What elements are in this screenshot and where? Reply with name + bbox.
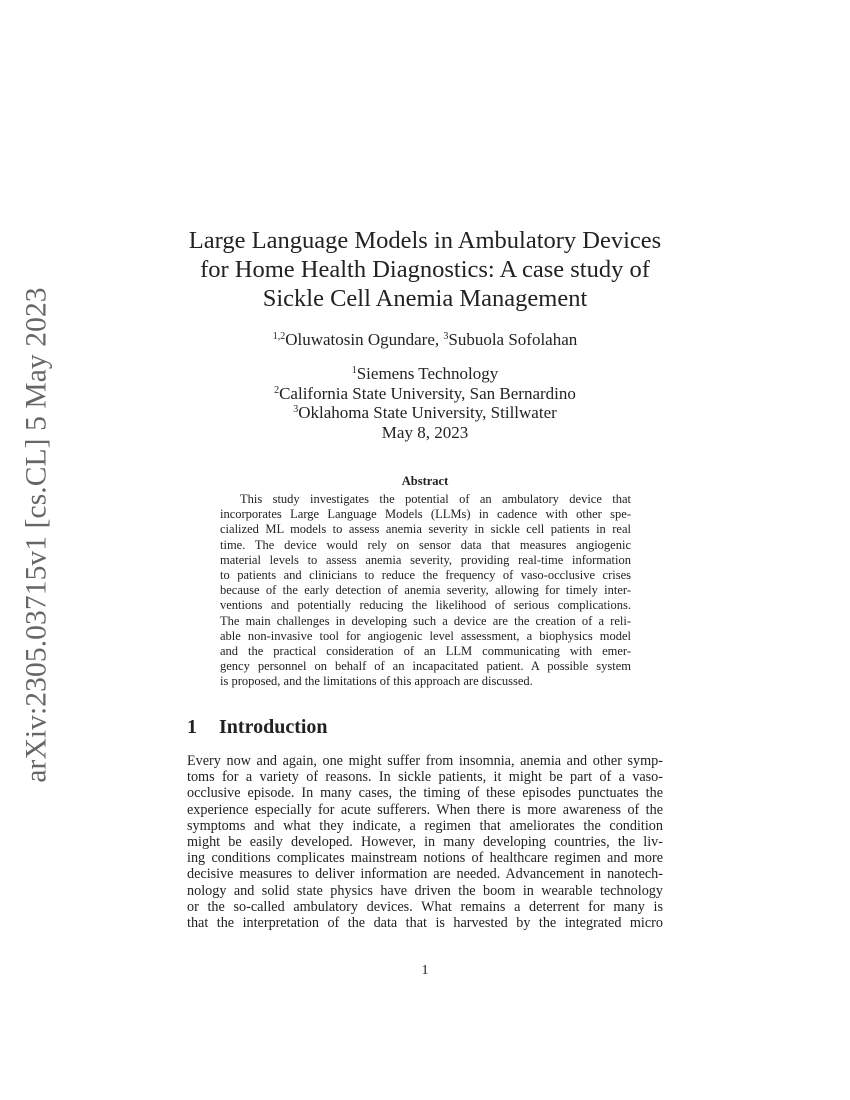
affiliations: [150, 364, 700, 442]
paper-title: [150, 226, 700, 313]
author-superscript: 1,2: [272, 331, 286, 342]
affiliation-superscript: 2: [274, 384, 280, 396]
paragraph-line: Every now and again, one might suffer from insomnia, anemia and other symp-: [187, 753, 663, 769]
arxiv-identifier: arXiv:2305.03715v1 [cs.CL] 5 May 2023: [20, 287, 53, 783]
paragraph-line: that the interpretation of the data that is harvested by the integrated micro: [187, 914, 663, 931]
section-heading-introduction: [187, 716, 328, 739]
paragraph-line: nology and solid state physics have driven the boom in wearable technology: [187, 882, 663, 899]
title-line: for Home Health Diagnostics: A case study of: [200, 256, 650, 283]
abstract-line: gency personnel on behalf of an incapacitated patient. A possible system: [220, 659, 631, 674]
paragraph-line: experience especially for acute sufferers. When there is more awareness of the: [187, 801, 663, 818]
abstract-line: This study investigates the potential of an ambulatory device that: [240, 492, 631, 506]
introduction-body: [187, 753, 663, 931]
paragraph-line: ing conditions complicates mainstream notions of healthcare regimen and more: [187, 850, 663, 867]
author-name: Oluwatosin Ogundare: [285, 330, 435, 349]
page-number: 1: [421, 963, 429, 978]
affiliation: [150, 384, 700, 404]
affiliation-superscript: 1: [351, 365, 357, 376]
author-superscript: 3: [443, 331, 449, 342]
paper-date: May 8, 2023: [381, 422, 469, 442]
abstract-line: time. The device would rely on sensor data that measures angiogenic: [220, 537, 631, 552]
affiliation-name: Oklahoma State University, Stillwater: [298, 403, 557, 422]
arxiv-sidebar: [20, 287, 53, 783]
abstract-line: and the practical consideration of an LLM communicating with emer-: [220, 643, 631, 658]
section-number: 1: [187, 716, 197, 738]
abstract-line: material levels to assess anemia severity, providing real-time information: [220, 552, 631, 567]
author-list: [150, 330, 700, 350]
affiliation-name: California State University, San Bernardino: [279, 383, 576, 403]
paragraph-line: or the so-called ambulatory devices. What remains a deterrent for many is: [187, 898, 663, 915]
title-line: Large Language Models in Ambulatory Devices: [188, 227, 662, 254]
affiliation: [150, 403, 700, 423]
author-name: Subuola Sofolahan: [448, 330, 578, 349]
paragraph-line: occlusive episode. In many cases, the timing of these episodes punctuates the: [187, 785, 663, 802]
affiliation: [150, 364, 700, 384]
author-separator: ,: [434, 330, 444, 349]
section-title: Introduction: [219, 716, 328, 738]
affiliation-superscript: 3: [293, 404, 299, 415]
paragraph-line: toms for a variety of reasons. In sickle patients, it might be part of a vaso-: [187, 769, 663, 786]
abstract-line: is proposed, and the limitations of this approach are discussed.: [220, 674, 533, 689]
affiliation-name: Siemens Technology: [356, 364, 499, 383]
abstract-line: able non-invasive tool for angiogenic level assessment, a biophysics model: [220, 628, 631, 643]
paragraph-line: decisive measures to deliver information are needed. Advancement in nanotech-: [187, 866, 663, 883]
abstract-line: incorporates Large Language Models (LLMs) in cadence with other spe-: [220, 507, 631, 522]
abstract-line: ventions and potentially reducing the likelihood of serious complications.: [220, 598, 631, 613]
abstract-line: cialized ML models to assess anemia severity in sickle cell patients in real: [220, 522, 631, 537]
title-line: Sickle Cell Anemia Management: [262, 285, 588, 312]
abstract-line: to patients and clinicians to reduce the frequency of vaso-occlusive crises: [220, 567, 631, 582]
abstract-line: The main challenges in developing such a device are the creation of a reli-: [220, 613, 631, 628]
paragraph-line: symptoms and what they indicate, a regimen that ameliorates the condition: [187, 817, 663, 834]
abstract-heading: Abstract: [401, 474, 449, 488]
paragraph-line: might be easily developed. However, in many developing countries, the liv-: [187, 833, 663, 850]
abstract-body: [220, 492, 631, 689]
abstract-line: because of the early detection of anemia severity, allowing for timely inter-: [220, 583, 631, 598]
